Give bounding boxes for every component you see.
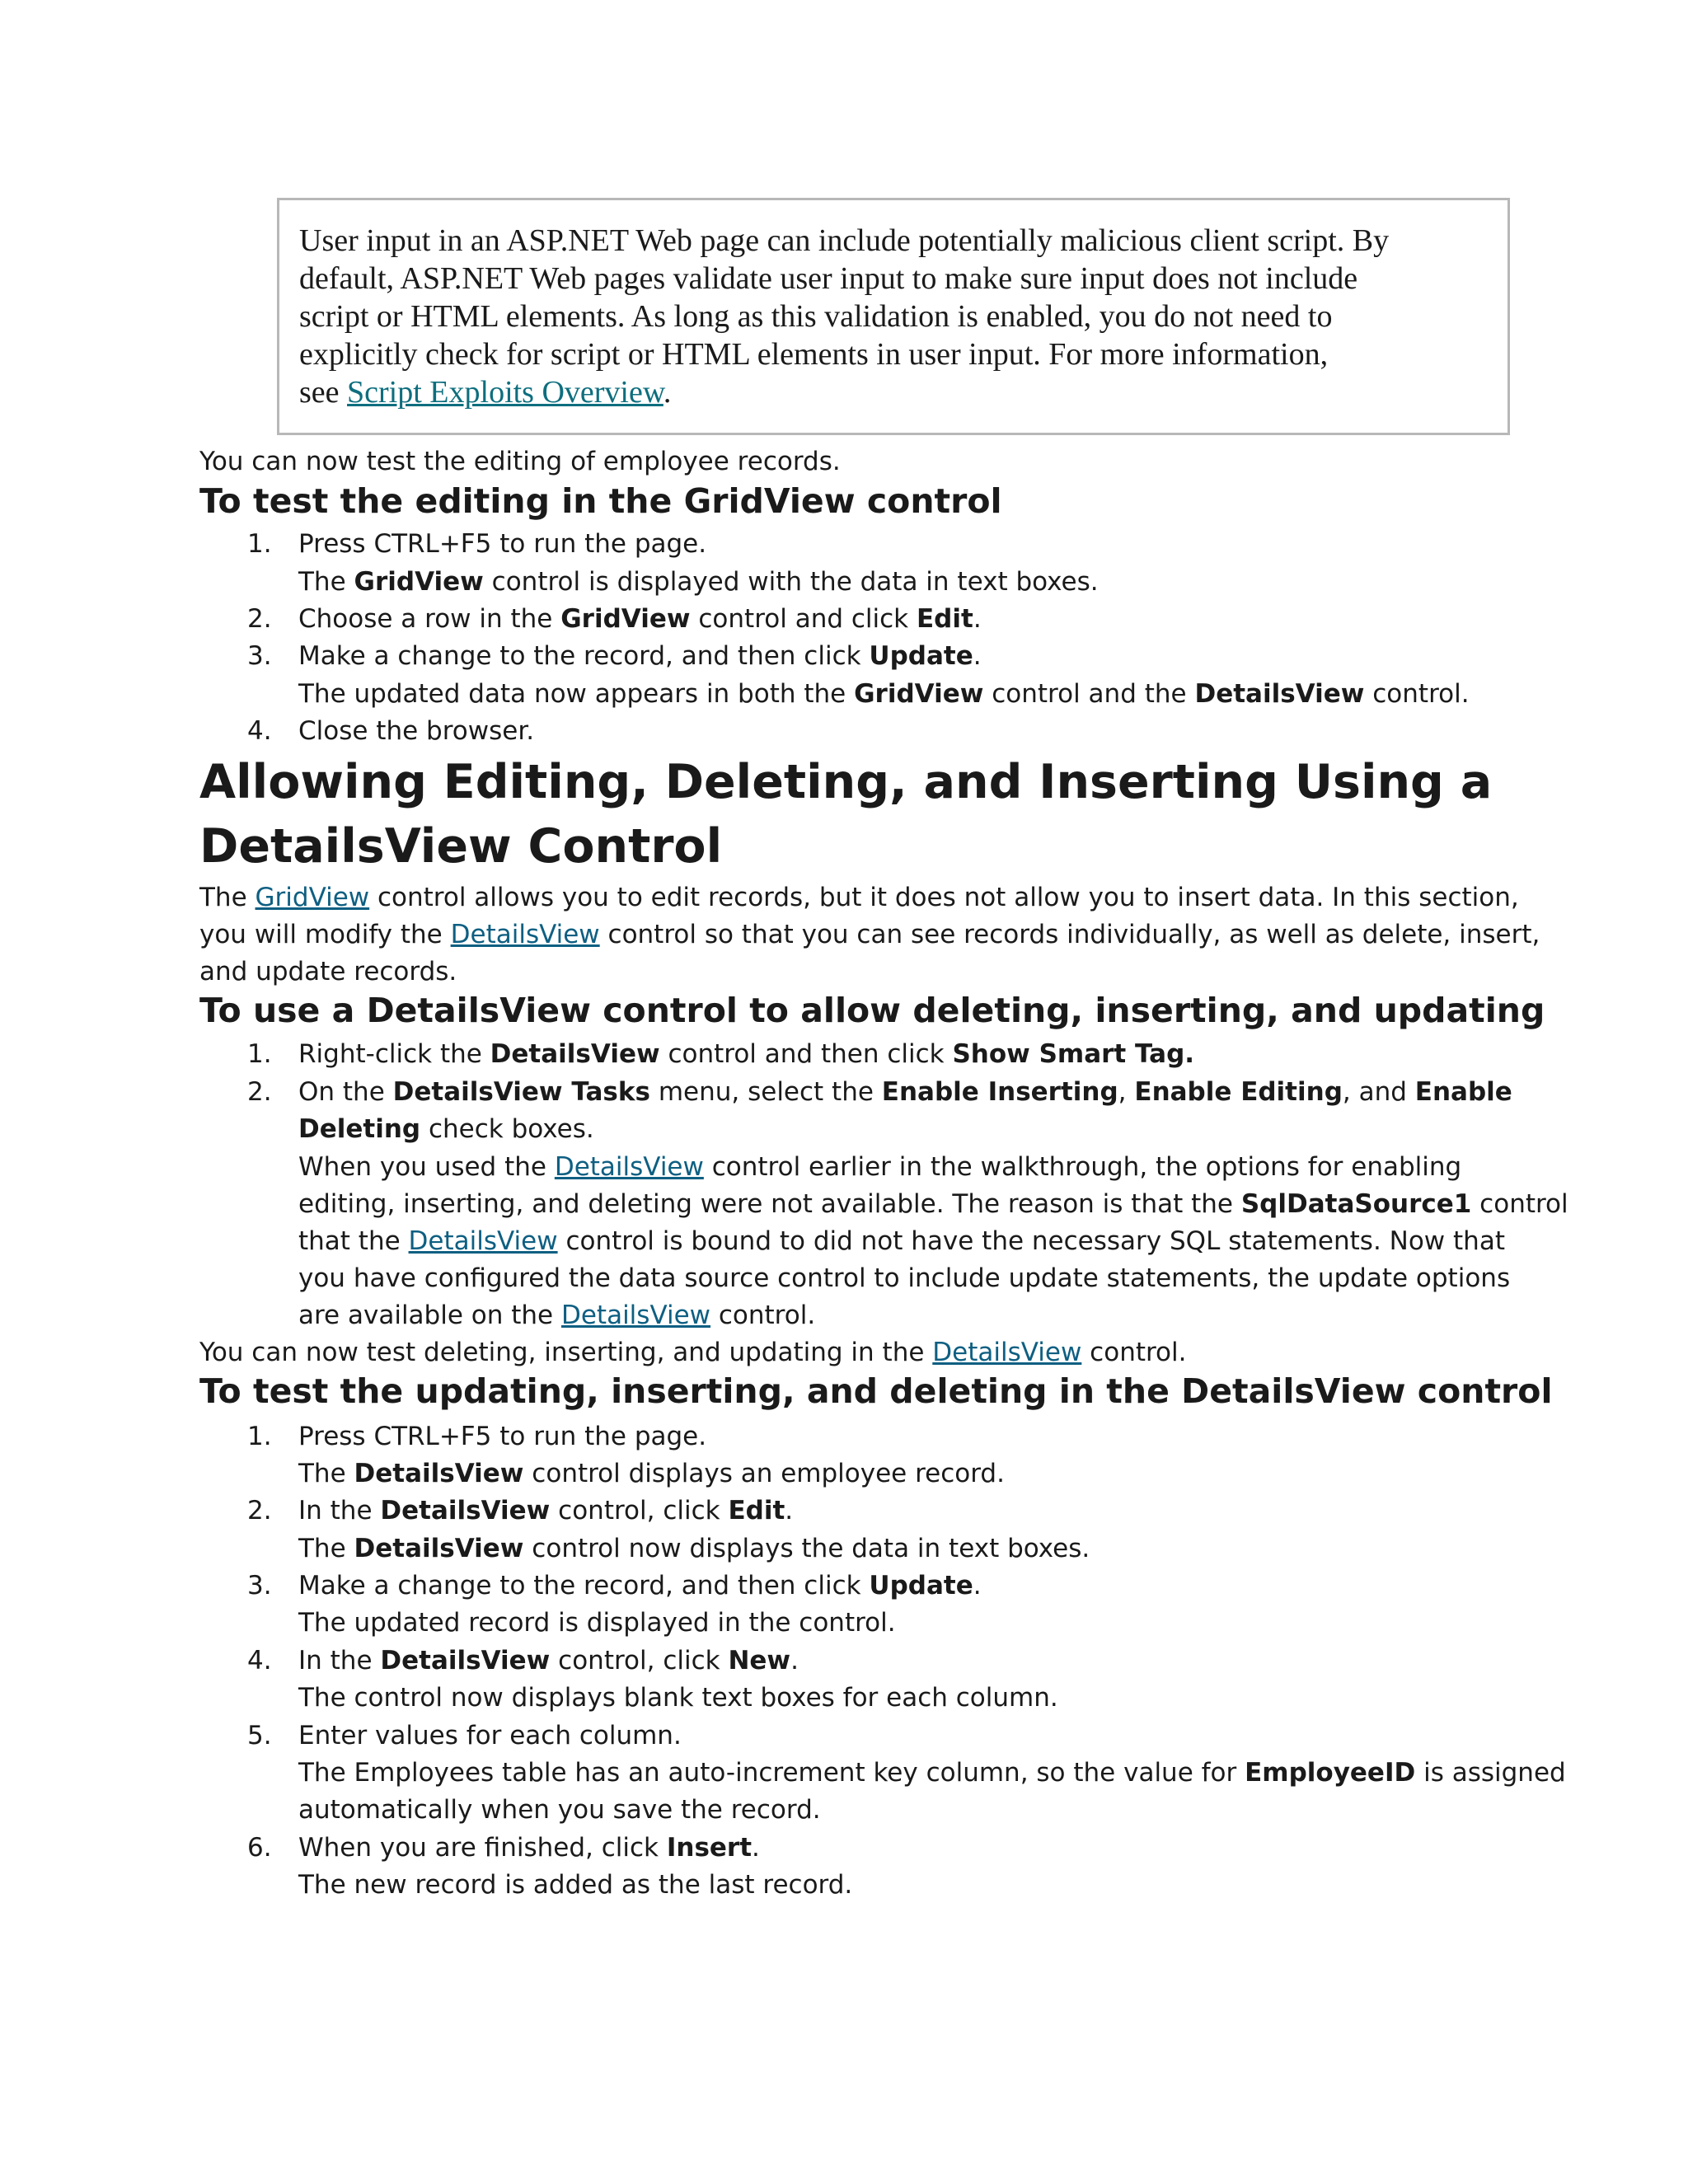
test-step-4: In the DetailsView control, click New. — [298, 1646, 799, 1675]
step-number: 2. — [247, 1496, 272, 1526]
test-step-3: Make a change to the record, and then click Update. — [298, 1571, 982, 1601]
test-step-5-note: automatically when you save the record. — [298, 1795, 821, 1825]
security-note-box — [277, 198, 1510, 435]
test-step-5: Enter values for each column. — [298, 1721, 682, 1750]
note-line: script or HTML elements. As long as this validation is enabled, you do not need to — [299, 299, 1333, 334]
heading-use-detailsview: To use a DetailsView control to allow deleting, inserting, and updating — [199, 991, 1545, 1030]
test-step-1-note: The DetailsView control displays an employee record. — [298, 1459, 1005, 1488]
step-number: 1. — [247, 529, 272, 559]
step-number: 2. — [247, 1077, 272, 1107]
section-paragraph-line: you will modify the DetailsView control so that you can see records individually, as well as delete, insert, — [199, 920, 1540, 949]
test-step-5-note: The Employees table has an auto-increment key column, so the value for EmployeeID is assigned — [298, 1758, 1566, 1788]
gridview-step-2: Choose a row in the GridView control and click Edit. — [298, 604, 982, 634]
detailsview-step-2-cont: Deleting check boxes. — [298, 1114, 594, 1144]
note-tail: . — [663, 375, 672, 410]
gridview-step-3: Make a change to the record, and then click Update. — [298, 641, 982, 671]
step-number: 1. — [247, 1039, 272, 1069]
note-line: default, ASP.NET Web pages validate user input to make sure input does not include — [299, 261, 1358, 296]
detailsview-step-2-note: are available on the DetailsView control. — [298, 1301, 816, 1330]
detailsview-link[interactable]: DetailsView — [554, 1152, 704, 1182]
test-step-6: When you are finished, click Insert. — [298, 1833, 760, 1863]
test-step-2: In the DetailsView control, click Edit. — [298, 1496, 794, 1526]
detailsview-test-intro: You can now test deleting, inserting, and updating in the DetailsView control. — [199, 1338, 1187, 1367]
step-number: 5. — [247, 1721, 272, 1750]
section-paragraph-line: and update records. — [199, 957, 457, 987]
step-number: 2. — [247, 604, 272, 634]
detailsview-link[interactable]: DetailsView — [408, 1226, 558, 1256]
detailsview-link[interactable]: DetailsView — [560, 1301, 711, 1330]
test-step-4-note: The control now displays blank text boxes for each column. — [298, 1683, 1058, 1713]
section-paragraph-line: The GridView control allows you to edit records, but it does not allow you to insert data. In this section, — [199, 883, 1519, 912]
test-step-1: Press CTRL+F5 to run the page. — [298, 1422, 707, 1451]
heading-test-detailsview: To test the updating, inserting, and deleting in the DetailsView control — [199, 1371, 1553, 1411]
gridview-step-4: Close the browser. — [298, 716, 535, 746]
script-exploits-overview-link[interactable]: Script Exploits Overview — [347, 375, 663, 410]
detailsview-step-2-note: you have configured the data source control to include update statements, the update options — [298, 1263, 1511, 1293]
note-line: explicitly check for script or HTML elements in user input. For more information, — [299, 337, 1329, 372]
step-number: 4. — [247, 1646, 272, 1675]
note-line — [299, 373, 1484, 411]
detailsview-step-2-note: that the DetailsView control is bound to did not have the necessary SQL statements. Now that — [298, 1226, 1505, 1256]
main-heading-line-2: DetailsView Control — [199, 819, 723, 874]
test-step-3-note: The updated record is displayed in the control. — [298, 1608, 896, 1638]
test-step-2-note: The DetailsView control now displays the data in text boxes. — [298, 1534, 1090, 1563]
step-number: 4. — [247, 716, 272, 746]
step-number: 3. — [247, 1571, 272, 1601]
note-see-text: see — [299, 375, 348, 410]
detailsview-step-2: On the DetailsView Tasks menu, select the Enable Inserting, Enable Editing, and Enable — [298, 1077, 1512, 1107]
step-number: 1. — [247, 1422, 272, 1451]
step-number: 6. — [247, 1833, 272, 1863]
gridview-step-1-note: The GridView control is displayed with the data in text boxes. — [298, 567, 1099, 597]
heading-test-gridview: To test the editing in the GridView control — [199, 481, 1002, 521]
gridview-step-3-note: The updated data now appears in both the GridView control and the DetailsView control. — [298, 679, 1470, 709]
step-number: 3. — [247, 641, 272, 671]
gridview-step-1: Press CTRL+F5 to run the page. — [298, 529, 707, 559]
note-line: User input in an ASP.NET Web page can include potentially malicious client script. By — [299, 223, 1390, 258]
detailsview-step-2-note: editing, inserting, and deleting were not available. The reason is that the SqlDataSource1 control — [298, 1189, 1568, 1219]
detailsview-link[interactable]: DetailsView — [932, 1338, 1082, 1367]
detailsview-link[interactable]: DetailsView — [450, 920, 600, 949]
detailsview-step-2-note: When you used the DetailsView control earlier in the walkthrough, the options for enabling — [298, 1152, 1462, 1182]
test-step-6-note: The new record is added as the last record. — [298, 1870, 853, 1900]
gridview-link[interactable]: GridView — [255, 883, 370, 912]
gridview-test-intro: You can now test the editing of employee records. — [199, 447, 841, 476]
detailsview-step-1: Right-click the DetailsView control and then click Show Smart Tag. — [298, 1039, 1195, 1069]
main-heading-line-1: Allowing Editing, Deleting, and Inserting Using a — [199, 755, 1493, 809]
